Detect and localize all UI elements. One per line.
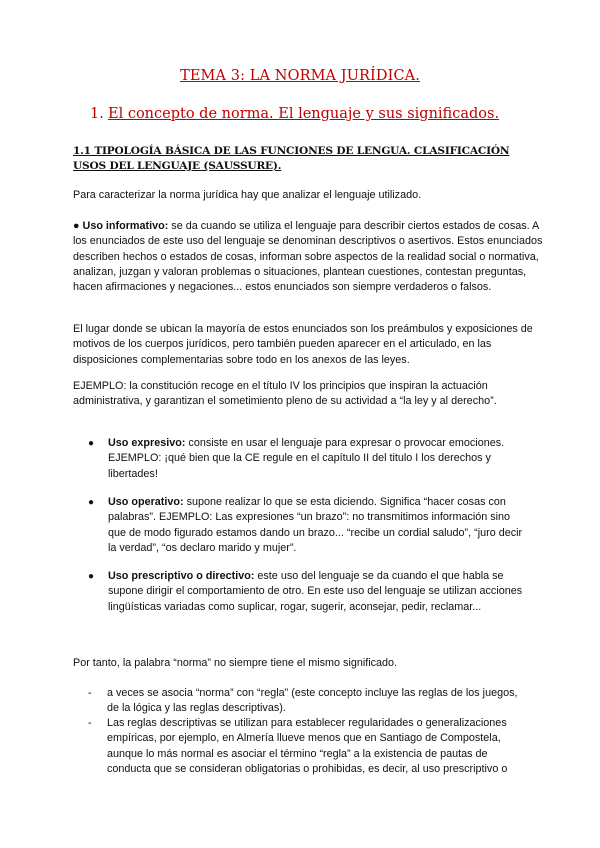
- bullet-label: Uso prescriptivo o directivo:: [108, 570, 255, 582]
- list-item-expresivo: [88, 436, 528, 482]
- bullet-label: Uso expresivo:: [108, 437, 186, 449]
- intro-paragraph: Para caracterizar la norma jurídica hay que analizar el lenguaje utilizado.: [73, 189, 422, 201]
- portanto-paragraph: Por tanto, la palabra “norma” no siempre tiene el mismo significado.: [73, 657, 398, 669]
- dash-item-2: [88, 716, 528, 777]
- list-item-prescriptivo: [88, 569, 528, 615]
- dash-symbol: -: [88, 717, 92, 729]
- bullet-text: este uso del lenguaje se da cuando el que habla se supone dirigir el comportamiento de otro. En este uso del lenguaje se utilizan acciones lingüísticas variadas como suplicar, rogar, sugerir, aconsejar, pedir, reclamar...: [108, 570, 523, 613]
- dash-text: a veces se asocia “norma” con “regla” (este concepto incluye las reglas de los juegos, de la lógica y las reglas descriptivas).: [107, 687, 518, 715]
- document-title: TEMA 3: LA NORMA JURÍDICA.: [180, 68, 420, 84]
- subsection-heading: 1.1 TIPOLOGÍA BÁSICA DE LAS FUNCIONES DE LENGUA. CLASIFICACIÓN USOS DEL LENGUAJE (SAUSSURE).: [73, 145, 510, 172]
- informativo-label: Uso informativo:: [82, 220, 169, 232]
- section-heading: [90, 106, 590, 122]
- dash-text: Las reglas descriptivas se utilizan para establecer regularidades o generalizaciones empíricas, por ejemplo, en Almería llueve menos que en Santiago de Compostela, aunque lo más normal es asociar el término “regla” a la existencia de pautas de conducta que se consideran obligatorias o prohibidas, es decir, al uso prescriptivo o: [107, 717, 508, 775]
- section-number: 1.: [90, 106, 104, 122]
- section-title: El concepto de norma. El lenguaje y sus significados.: [108, 106, 500, 122]
- dash-symbol: -: [88, 687, 92, 699]
- dash-item-1: [88, 686, 528, 717]
- bullet-text: supone realizar lo que se esta diciendo. Significa “hacer cosas con palabras”. EJEMPLO: Las expresiones “un brazo”: no transmitimos información sino que de modo figurado estamos dando un brazo... “recibe un cordial saludo”, “juro decir la verdad”, “os declaro marido y mujer”.: [108, 496, 523, 554]
- informativo-text: se da cuando se utiliza el lenguaje para describir ciertos estados de cosas. A los enunciados de este uso del lenguaje se denominan descriptivos o asertivos. Estos enunciados describen hechos o estados de cosas, informan sobre aspectos de la realidad social o normativa, analizan, juzgan y valoran problemas o situaciones, plantean cuestiones, contestan preguntas, hacen afirmaciones y negaciones... estos enunciados son siempre verdaderos o falsos.: [73, 220, 543, 294]
- ejemplo-paragraph: EJEMPLO: la constitución recoge en el título IV los principios que inspiran la actuación administrativa, y garantizan el sometimiento pleno de su actividad a “la ley y al derecho”.: [73, 380, 497, 408]
- informativo-paragraph: [73, 219, 543, 295]
- bullet-symbol: ●: [73, 220, 80, 232]
- bullet-label: Uso operativo:: [108, 496, 184, 508]
- bullet-symbol: ●: [88, 497, 95, 508]
- list-item-operativo: [88, 495, 528, 556]
- bullet-symbol: ●: [88, 438, 95, 449]
- bullet-symbol: ●: [88, 571, 95, 582]
- lugar-paragraph: El lugar donde se ubican la mayoría de estos enunciados son los preámbulos y exposiciones de motivos de los cuerpos jurídicos, pero también pueden aparecer en el articulado, en las disposiciones complementarias sobre todo en los anexos de las leyes.: [73, 323, 533, 366]
- bullet-text: consiste en usar el lenguaje para expresar o provocar emociones. EJEMPLO: ¡qué bien que la CE regule en el capítulo II del titulo I los derechos y libertades!: [108, 437, 505, 480]
